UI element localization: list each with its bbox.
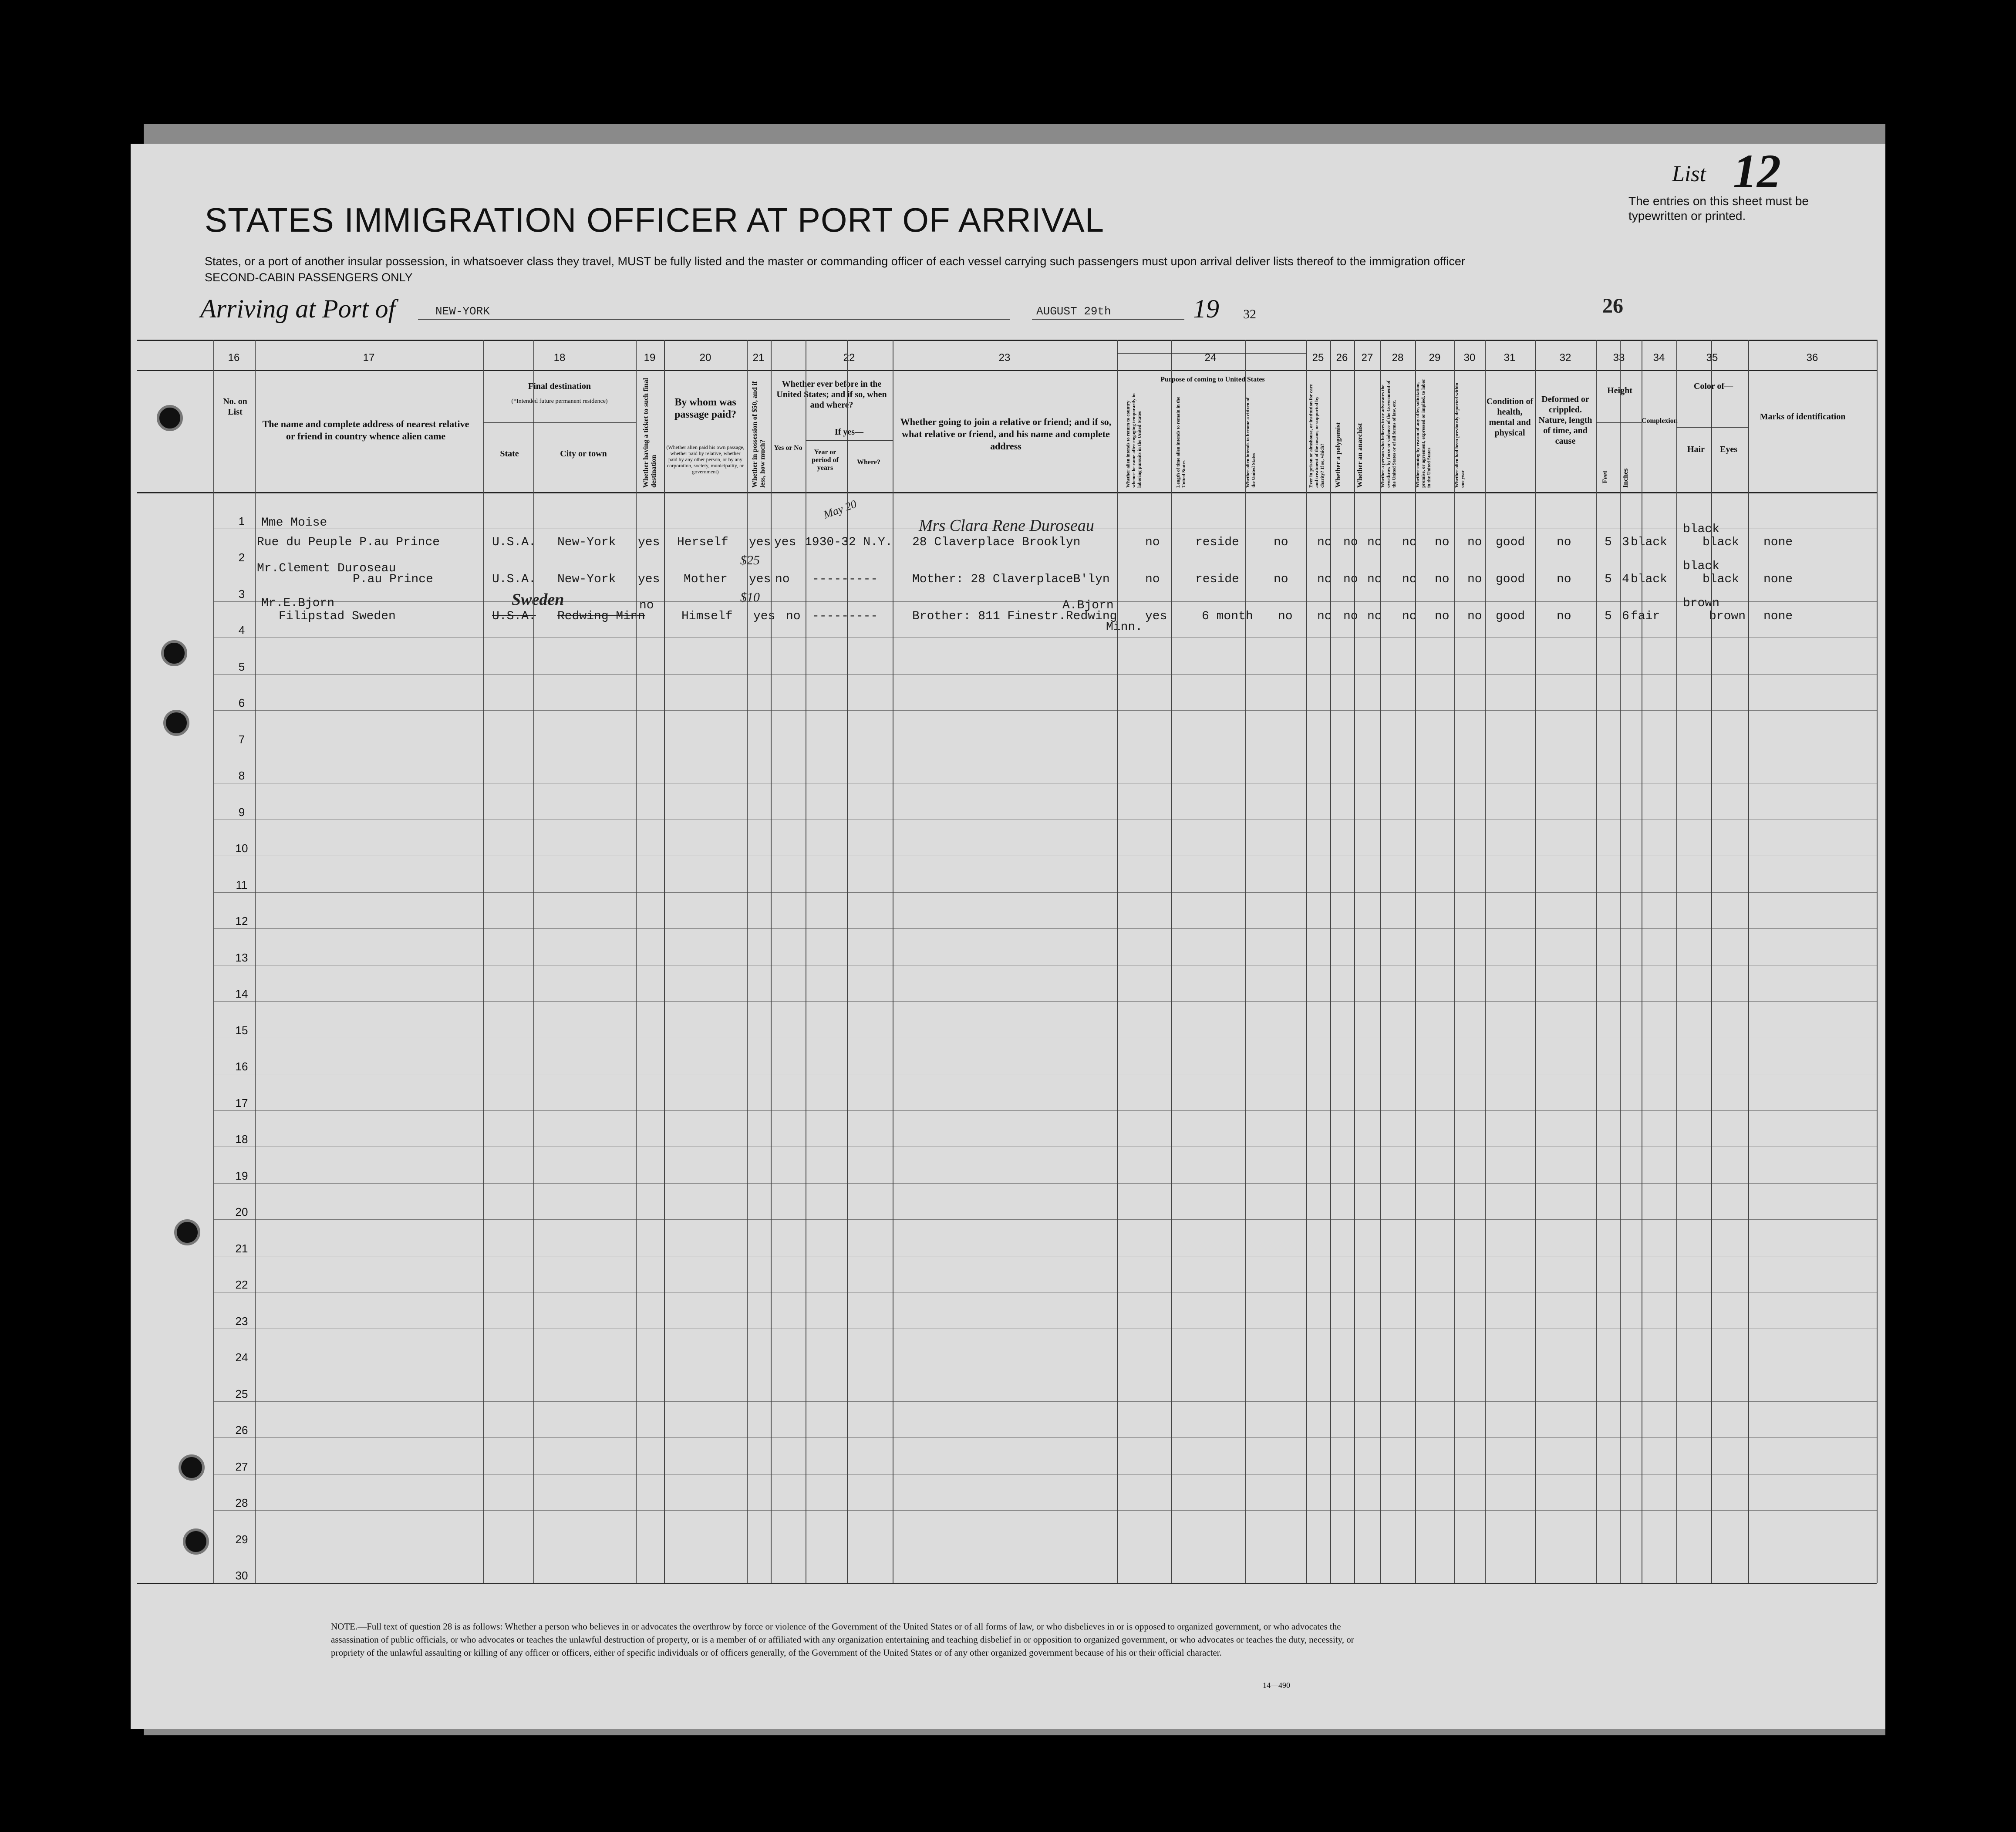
entry-hair: brown bbox=[1683, 597, 1720, 610]
entry-c26: no bbox=[1343, 610, 1358, 623]
entry-money: yes bbox=[749, 573, 771, 586]
col20-header: By whom was passage paid? bbox=[674, 397, 737, 420]
row-number: 16 bbox=[235, 1060, 248, 1073]
row-line bbox=[213, 1437, 1877, 1438]
entry-money: yes bbox=[749, 536, 771, 549]
row-number: 1 bbox=[238, 514, 245, 528]
list-label: List bbox=[1672, 162, 1706, 186]
entry-handwritten-date: May 20 bbox=[822, 497, 859, 521]
entry-health: good bbox=[1496, 610, 1525, 623]
col17-header: The name and complete address of nearest relative or friend in country whence alien came bbox=[262, 418, 469, 442]
entry-city: New-York bbox=[557, 573, 616, 586]
row-number: 24 bbox=[235, 1351, 248, 1364]
row-number: 4 bbox=[238, 624, 245, 637]
page-title: STATES IMMIGRATION OFFICER AT PORT OF ARRIVAL bbox=[205, 201, 1105, 239]
entry-c27: no bbox=[1367, 573, 1382, 586]
binder-hole bbox=[183, 1528, 209, 1555]
row-number: 26 bbox=[235, 1424, 248, 1437]
column-number: 30 bbox=[1463, 352, 1476, 364]
row-line bbox=[213, 1183, 1877, 1184]
col35-eyes: Eyes bbox=[1720, 445, 1737, 454]
stamp-number: 26 bbox=[1602, 294, 1623, 317]
entry-c30: no bbox=[1467, 610, 1482, 623]
row-number: 14 bbox=[235, 987, 248, 1000]
entry-inches: 4 bbox=[1622, 573, 1629, 586]
column-divider bbox=[1676, 340, 1677, 1583]
col24a-header: Whether alien intends to return to country whence he came after engaging temporarily in laboring pursuits in the United States bbox=[1126, 393, 1142, 488]
column-number-border bbox=[137, 370, 1877, 371]
col25-header: Ever in prison or almshouse, or institution for care and treatment of the insane, or supported by charity? If so, which? bbox=[1308, 384, 1325, 488]
column-divider bbox=[1330, 340, 1331, 1583]
entry-complexion: fair bbox=[1631, 610, 1660, 623]
entry-name: Mr.E.Bjorn bbox=[261, 597, 335, 610]
col22-yesno: Yes or No bbox=[774, 444, 802, 452]
column-divider bbox=[1245, 340, 1246, 1583]
row-number: 13 bbox=[235, 951, 248, 964]
column-divider bbox=[1354, 340, 1355, 1583]
entry-deformed: no bbox=[1557, 536, 1571, 549]
entry-inches: 6 bbox=[1622, 610, 1629, 623]
row-number: 25 bbox=[235, 1387, 248, 1400]
entry-joining-name: A.Bjorn bbox=[1062, 599, 1114, 612]
entry-feet: 5 bbox=[1605, 610, 1612, 623]
col22-ifyes: If yes— bbox=[834, 427, 864, 437]
entry-ticket: yes bbox=[638, 536, 660, 549]
table-top-border bbox=[137, 340, 1877, 341]
entry-c28: no bbox=[1402, 536, 1417, 549]
column-number: 26 bbox=[1336, 352, 1348, 364]
column-divider bbox=[1620, 340, 1621, 1583]
col34-header: Complexion bbox=[1642, 417, 1678, 425]
header-subdivider bbox=[1596, 422, 1642, 423]
entry-state: U.S.A. bbox=[492, 536, 536, 549]
entry-ticket: yes bbox=[638, 573, 660, 586]
col33-inches: Inches bbox=[1622, 468, 1629, 488]
entry-c25: no bbox=[1317, 573, 1332, 586]
row-number: 28 bbox=[235, 1496, 248, 1509]
entry-length: reside bbox=[1195, 573, 1239, 586]
col24b-header: Length of time alien intends to remain in the United States bbox=[1176, 397, 1187, 488]
col21-header: Whether in possession of $50, and if less, how much? bbox=[751, 381, 766, 488]
row-line bbox=[213, 1401, 1877, 1402]
entry-name: Mme Moise bbox=[261, 516, 327, 530]
row-number: 8 bbox=[238, 769, 245, 782]
entry-c27: no bbox=[1367, 610, 1382, 623]
column-divider bbox=[1454, 340, 1455, 1583]
entry-c28: no bbox=[1402, 573, 1417, 586]
row-line bbox=[213, 928, 1877, 929]
entry-city: New-York bbox=[557, 536, 616, 549]
column-number: 18 bbox=[553, 352, 566, 364]
column-number: 21 bbox=[752, 352, 765, 364]
column-divider bbox=[747, 340, 748, 1583]
col35-hair: Hair bbox=[1687, 445, 1705, 454]
row-number: 6 bbox=[238, 696, 245, 709]
row-number: 20 bbox=[235, 1205, 248, 1218]
entry-ticket: no bbox=[639, 599, 654, 612]
row-number: 2 bbox=[238, 551, 245, 564]
col30-header: Whether alien had been previously deported within one year bbox=[1454, 382, 1465, 488]
entry-marks: none bbox=[1763, 573, 1793, 586]
column-number: 24 bbox=[1204, 352, 1217, 364]
arriving-label: Arriving at Port of bbox=[200, 294, 396, 323]
column-number: 28 bbox=[1392, 352, 1404, 364]
col18-header: Final destination bbox=[528, 381, 591, 391]
column-number: 36 bbox=[1806, 352, 1818, 364]
row-line bbox=[213, 1510, 1877, 1511]
entry-health: good bbox=[1496, 573, 1525, 586]
entry-before-years: 1930-32 N.Y. bbox=[805, 536, 893, 549]
row-number: 29 bbox=[235, 1532, 248, 1546]
entry-joining: Brother: 811 Finestr.Redwing bbox=[912, 610, 1117, 623]
column-divider bbox=[1748, 340, 1749, 1583]
entry-before: yes bbox=[774, 536, 796, 549]
column-number: 25 bbox=[1312, 352, 1324, 364]
binder-hole bbox=[157, 405, 183, 431]
entry-paid-by: Mother bbox=[684, 573, 728, 586]
subtitle-class: SECOND-CABIN PASSENGERS ONLY bbox=[205, 271, 413, 284]
entry-before-years: --------- bbox=[812, 573, 878, 586]
row-number: 12 bbox=[235, 914, 248, 928]
col33-header: Height bbox=[1607, 386, 1632, 395]
entry-c29: no bbox=[1435, 610, 1450, 623]
column-number: 27 bbox=[1361, 352, 1373, 364]
row-number: 19 bbox=[235, 1169, 248, 1182]
col32-header: Deformed or crippled. Nature, length of time, and cause bbox=[1538, 395, 1592, 446]
column-divider bbox=[771, 340, 772, 1583]
col28-header: Whether a person who believes in or advocates the overthrow by force or violence of the Government of the United States or of all forms of law, etc. bbox=[1380, 380, 1397, 488]
row-number: 18 bbox=[235, 1133, 248, 1146]
column-divider bbox=[1485, 340, 1486, 1583]
entry-c27: no bbox=[1367, 536, 1382, 549]
column-divider bbox=[533, 340, 534, 1583]
port-underline bbox=[418, 319, 1010, 320]
entry-state-struck: U.S.A. bbox=[492, 610, 536, 623]
binder-hole bbox=[179, 1454, 205, 1481]
entry-return: no bbox=[1145, 573, 1160, 586]
row-line bbox=[213, 601, 1877, 602]
column-number: 33 bbox=[1613, 352, 1625, 364]
col24-header: Purpose of coming to United States bbox=[1160, 376, 1265, 383]
col18-note: (*Intended future permanent residence) bbox=[511, 398, 608, 405]
col20-note: (Whether alien paid his own passage, whether paid by relative, whether paid by any other person, or by any corporation, society, municipality, or government) bbox=[666, 444, 745, 475]
row-number: 27 bbox=[235, 1460, 248, 1473]
column-number: 35 bbox=[1706, 352, 1718, 364]
row-number: 10 bbox=[235, 842, 248, 855]
col33-feet: Feet bbox=[1601, 470, 1609, 483]
column-number: 16 bbox=[228, 352, 240, 364]
row-line bbox=[213, 1001, 1877, 1002]
binder-hole bbox=[174, 1219, 200, 1245]
row-number: 11 bbox=[236, 878, 248, 891]
row-number: 3 bbox=[238, 587, 245, 601]
col19-header: Whether having a ticket to such final destination bbox=[642, 378, 657, 488]
entry-complexion: black bbox=[1631, 536, 1668, 549]
row-line bbox=[213, 892, 1877, 893]
entry-c29: no bbox=[1435, 573, 1450, 586]
column-divider bbox=[636, 340, 637, 1583]
entry-c26: no bbox=[1343, 573, 1358, 586]
entry-citizen: no bbox=[1274, 573, 1288, 586]
col22-year: Year or period of years bbox=[812, 449, 839, 472]
entry-complexion: black bbox=[1631, 573, 1668, 586]
col22-header: Whether ever before in the United States; and if so, when and where? bbox=[776, 379, 887, 410]
entry-citizen: no bbox=[1278, 610, 1293, 623]
subtitle-instructions: States, or a port of another insular possession, in whatsoever class they travel, MUST be fully listed and the master or commanding officer of each vessel carrying such passengers must upon arrival deliver lists thereof to the immigration officer bbox=[205, 255, 1465, 268]
column-number: 34 bbox=[1653, 352, 1665, 364]
entry-citizen: no bbox=[1274, 536, 1288, 549]
entry-deformed: no bbox=[1557, 610, 1571, 623]
entry-return: yes bbox=[1145, 610, 1167, 623]
col16-header: No. on List bbox=[223, 397, 247, 417]
entry-marks: none bbox=[1763, 610, 1793, 623]
entry-c29: no bbox=[1435, 536, 1450, 549]
column-divider bbox=[1535, 340, 1536, 1583]
column-number: 20 bbox=[699, 352, 711, 364]
form-number: 14—490 bbox=[1263, 1681, 1290, 1690]
entry-money-amount: $10 bbox=[740, 590, 760, 604]
entry-marks: none bbox=[1763, 536, 1793, 549]
row-number: 9 bbox=[238, 805, 245, 819]
header-subdivider bbox=[806, 440, 893, 441]
row-number: 15 bbox=[235, 1023, 248, 1037]
col18-state: State bbox=[500, 449, 519, 459]
col36-header: Marks of identification bbox=[1760, 412, 1846, 422]
col26-header: Whether a polygamist bbox=[1335, 422, 1342, 488]
year-prefix: 19 bbox=[1193, 294, 1219, 323]
entry-relative: Filipstad Sweden bbox=[279, 610, 396, 623]
manifest-sheet bbox=[131, 144, 1885, 1729]
column-number: 19 bbox=[644, 352, 656, 364]
footer-note: NOTE.—Full text of question 28 is as follows: Whether a person who believes in or advocates the overthrow by force or violence of the Government of the United States or of all forms of law, or who disbelieves in or is opposed to organized government, or who advocates the assassination of public officials, or who advocates or teaches the unlawful destruction of property, or is a member of or affiliated with any organization entertaining and teaching disbelief in or opposition to organized government, or who advocates or teaches the duty, necessity, or propriety of the unlawful assaulting or killing of any officer or officers, either of specific individuals or of officers generally, of the Government of the United States or of any other organized government because of his or their official character. bbox=[331, 1621, 1354, 1658]
column-divider bbox=[664, 340, 665, 1583]
row-number: 17 bbox=[235, 1096, 248, 1110]
entry-money: yes bbox=[753, 610, 775, 623]
column-divider bbox=[213, 340, 214, 1583]
row-number: 22 bbox=[235, 1278, 248, 1291]
entry-c28: no bbox=[1402, 610, 1417, 623]
entry-joining-state: Minn. bbox=[1106, 621, 1143, 634]
column-number: 17 bbox=[363, 352, 375, 364]
entry-before: no bbox=[786, 610, 801, 623]
column-divider bbox=[1711, 340, 1712, 1583]
entry-inches: 3 bbox=[1622, 536, 1629, 549]
entry-relative: Rue du Peuple P.au Prince bbox=[257, 536, 440, 549]
entry-paid-by: Herself bbox=[677, 536, 728, 549]
entries-note: The entries on this sheet must be typewritten or printed. bbox=[1628, 194, 1809, 223]
binder-hole bbox=[161, 640, 187, 666]
entry-c30: no bbox=[1467, 536, 1482, 549]
column-divider bbox=[847, 340, 848, 1583]
column-number: 23 bbox=[998, 352, 1011, 364]
date-underline bbox=[1032, 319, 1184, 320]
entry-feet: 5 bbox=[1605, 536, 1612, 549]
header-subdivider bbox=[1676, 427, 1748, 428]
column-divider bbox=[1596, 340, 1597, 1583]
entry-hair: black bbox=[1683, 560, 1720, 573]
col23-header: Whether going to join a relative or friend; and if so, what relative or friend, and his name and complete address bbox=[900, 416, 1112, 452]
list-number: 12 bbox=[1733, 145, 1781, 198]
column-divider bbox=[1117, 340, 1118, 1583]
entry-c30: no bbox=[1467, 573, 1482, 586]
row-line bbox=[213, 1219, 1877, 1220]
column-divider bbox=[1380, 340, 1381, 1583]
entry-before: no bbox=[775, 573, 790, 586]
entry-paid-by: Himself bbox=[681, 610, 733, 623]
header-subdivider bbox=[1117, 353, 1306, 354]
column-divider bbox=[1171, 340, 1172, 1583]
column-divider bbox=[483, 340, 484, 1583]
year-suffix: 32 bbox=[1243, 307, 1256, 321]
entry-return: no bbox=[1145, 536, 1160, 549]
entry-city-struck: Redwing Minn bbox=[557, 610, 645, 623]
entry-before-years: --------- bbox=[812, 610, 878, 623]
entry-joining: Mother: 28 ClaverplaceB'lyn bbox=[912, 573, 1110, 586]
binder-hole bbox=[163, 710, 189, 736]
row-line bbox=[213, 710, 1877, 711]
entry-eyes: black bbox=[1702, 536, 1740, 549]
column-number: 31 bbox=[1504, 352, 1516, 364]
row-number: 7 bbox=[238, 732, 245, 746]
col35-header: Color of— bbox=[1693, 381, 1733, 391]
entry-eyes: black bbox=[1702, 573, 1740, 586]
entry-length: 6 month bbox=[1202, 610, 1253, 623]
date-value: AUGUST 29th bbox=[1036, 305, 1111, 318]
row-number: 21 bbox=[235, 1242, 248, 1255]
row-line bbox=[213, 674, 1877, 675]
entry-hair: black bbox=[1683, 523, 1720, 536]
row-number: 5 bbox=[238, 660, 245, 673]
header-subdivider bbox=[483, 422, 636, 423]
entry-joining-name: Mrs Clara Rene Duroseau bbox=[919, 516, 1094, 535]
column-number: 29 bbox=[1429, 352, 1441, 364]
entry-deformed: no bbox=[1557, 573, 1571, 586]
entry-joining: 28 Claverplace Brooklyn bbox=[912, 536, 1081, 549]
entry-feet: 5 bbox=[1605, 573, 1612, 586]
row-number: 23 bbox=[235, 1314, 248, 1328]
entry-health: good bbox=[1496, 536, 1525, 549]
col22-where: Where? bbox=[857, 459, 880, 466]
column-divider bbox=[1415, 340, 1416, 1583]
col27-header: Whether an anarchist bbox=[1356, 423, 1364, 488]
row-line bbox=[213, 1110, 1877, 1111]
header-bottom-border bbox=[137, 492, 1877, 493]
row-number: 30 bbox=[235, 1569, 248, 1582]
column-divider bbox=[255, 340, 256, 1583]
entry-name: Mr.Clement Duroseau bbox=[257, 562, 396, 575]
col18-city: City or town bbox=[560, 449, 607, 459]
entry-c25: no bbox=[1317, 536, 1332, 549]
entry-relative: P.au Prince bbox=[353, 573, 433, 586]
col24c-header: Whether alien intends to become a citizen of the United States bbox=[1245, 397, 1256, 488]
entry-money-amount: $25 bbox=[740, 553, 760, 567]
column-divider bbox=[1306, 340, 1307, 1583]
column-number: 32 bbox=[1559, 352, 1571, 364]
col31-header: Condition of health, mental and physical bbox=[1486, 397, 1534, 438]
entry-c25: no bbox=[1317, 610, 1332, 623]
entry-length: reside bbox=[1195, 536, 1239, 549]
entry-eyes: brown bbox=[1709, 610, 1746, 623]
column-number: 22 bbox=[843, 352, 855, 364]
entry-city-handwritten: Sweden bbox=[512, 590, 564, 609]
col29-header: Whether coming by reason of any offer, solicitation, promise, or agreement, expressed or implied, to labor in the United States bbox=[1415, 379, 1432, 488]
port-value: NEW-YORK bbox=[435, 305, 490, 318]
entry-c26: no bbox=[1343, 536, 1358, 549]
entry-state: U.S.A. bbox=[492, 573, 536, 586]
column-divider bbox=[1877, 340, 1878, 1583]
